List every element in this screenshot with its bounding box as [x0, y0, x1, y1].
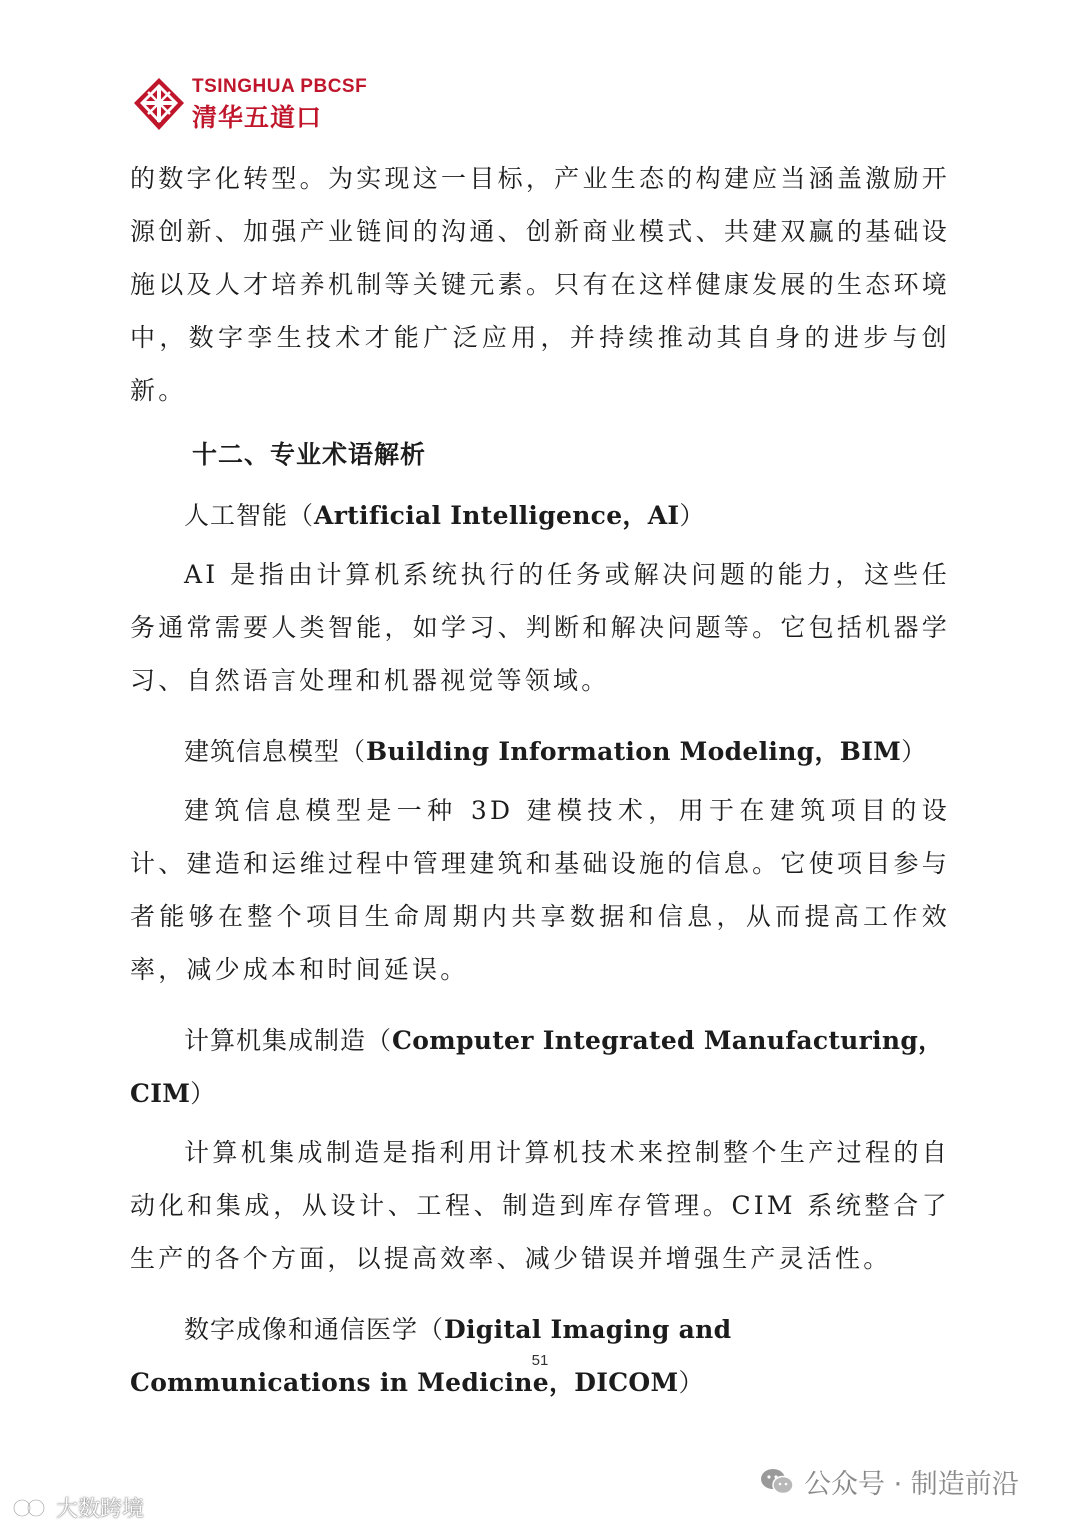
intro-paragraph: 的数字化转型。为实现这一目标，产业生态的构建应当涵盖激励开源创新、加强产业链间的沟通、创新商业模式、共建双赢的基础设施以及人才培养机制等关键元素。只有在这样健康发展的生态环境中，数字孪生技术才能广泛应用，并持续推动其自身的进步与创新。	[130, 164, 950, 405]
term-definition-ai: AI 是指由计算机系统执行的任务或解决问题的能力，这些任务通常需要人类智能，如学习、判断和解决问题等。它包括机器学习、自然语言处理和机器视觉等领域。	[130, 560, 950, 695]
section-heading: 十二、专业术语解析	[192, 440, 427, 469]
term-title-en: Digital Imaging and Communications in Medicine，DICOM	[130, 1315, 732, 1397]
term-title-close: ）	[678, 1368, 705, 1397]
logo-chinese-text: 清华五道口	[192, 103, 323, 132]
term-title-en: Computer Integrated Manufacturing，CIM	[130, 1026, 944, 1108]
term-title-close: ）	[679, 501, 706, 530]
page-number: 51	[531, 1352, 549, 1369]
term-title-cn: 数字成像和通信医学（	[184, 1315, 445, 1344]
source-watermark-text: 大数跨境	[56, 1497, 145, 1522]
term-title-cn: 计算机集成制造（	[184, 1026, 393, 1055]
wechat-watermark-text: 公众号 · 制造前沿	[804, 1469, 1019, 1500]
term-title-close: ）	[190, 1079, 217, 1108]
logo-english-text: TSINGHUA PBCSF	[192, 76, 368, 97]
term-title-ai	[130, 489, 950, 542]
wechat-watermark	[760, 1462, 1019, 1501]
watermark-logo-icon	[12, 1497, 52, 1519]
term-title-cn: 人工智能（	[184, 501, 315, 530]
term-title-cn: 建筑信息模型（	[184, 737, 367, 766]
term-title-cim	[130, 1014, 950, 1120]
wechat-icon	[760, 1467, 794, 1497]
term-title-close: ）	[901, 737, 928, 766]
pbcsf-emblem-icon	[132, 76, 186, 132]
page-body	[130, 152, 950, 1415]
term-definition-bim: 建筑信息模型是一种 3D 建模技术，用于在建筑项目的设计、建造和运维过程中管理建筑和基础设施的信息。它使项目参与者能够在整个项目生命周期内共享数据和信息，从而提高工作效率，减少成本和时间延误。	[130, 796, 950, 984]
term-title-en: Artificial Intelligence，AI	[314, 501, 680, 530]
term-definition-cim: 计算机集成制造是指利用计算机技术来控制整个生产过程的自动化和集成，从设计、工程、制造到库存管理。CIM 系统整合了生产的各个方面，以提高效率、减少错误并增强生产灵活性。	[130, 1138, 950, 1273]
tsinghua-pbcsf-logo	[132, 76, 368, 132]
term-title-bim	[130, 725, 950, 778]
term-title-en: Building Information Modeling，BIM	[366, 737, 902, 766]
source-watermark	[12, 1492, 144, 1523]
